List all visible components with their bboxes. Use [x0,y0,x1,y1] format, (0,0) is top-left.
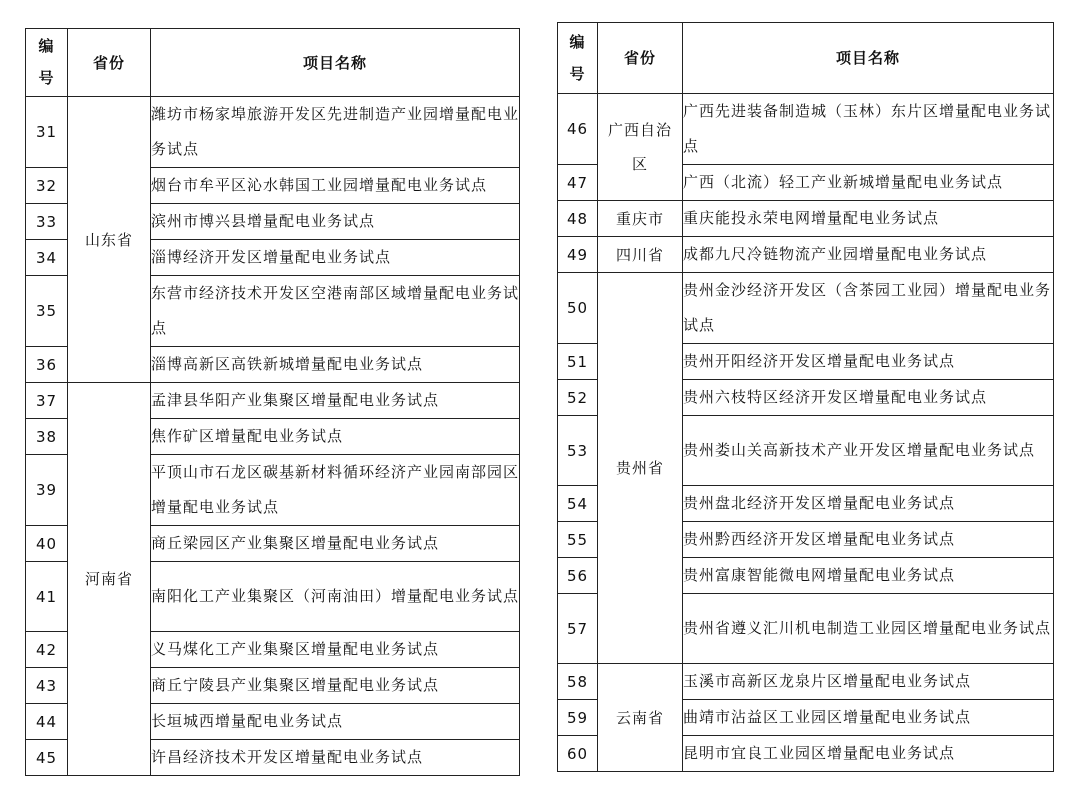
province-cell: 河南省 [68,383,151,776]
province-cell: 云南省 [598,664,683,772]
table-row: 32 烟台市牟平区沁水韩国工业园增量配电业务试点 [26,168,520,204]
header-province: 省份 [68,29,151,97]
left-project-table [25,28,520,776]
table-row: 59 曲靖市沾益区工业园区增量配电业务试点 [558,700,1054,736]
table-row: 39 平顶山市石龙区碳基新材料循环经济产业园南部园区增量配电业务试点 [26,455,520,526]
table-row: 37 河南省 孟津县华阳产业集聚区增量配电业务试点 [26,383,520,419]
table-row: 40 商丘梁园区产业集聚区增量配电业务试点 [26,526,520,562]
table-row: 56 贵州富康智能微电网增量配电业务试点 [558,558,1054,594]
province-cell: 广西自治区 [598,94,683,201]
header-number: 编号 [558,23,598,94]
table-row: 52 贵州六枝特区经济开发区增量配电业务试点 [558,380,1054,416]
table-row: 53 贵州娄山关高新技术产业开发区增量配电业务试点 [558,416,1054,486]
table-row: 50 贵州省 贵州金沙经济开发区（含茶园工业园）增量配电业务试点 [558,273,1054,344]
header-number: 编号 [26,29,68,97]
table-header-row [558,23,1054,94]
table-row: 51 贵州开阳经济开发区增量配电业务试点 [558,344,1054,380]
table-row: 42 义马煤化工产业集聚区增量配电业务试点 [26,632,520,668]
table-row: 36 淄博高新区高铁新城增量配电业务试点 [26,347,520,383]
table-row: 33 滨州市博兴县增量配电业务试点 [26,204,520,240]
table-row: 60 昆明市宜良工业园区增量配电业务试点 [558,736,1054,772]
table-row: 49 四川省 成都九尺冷链物流产业园增量配电业务试点 [558,237,1054,273]
table-row: 43 商丘宁陵县产业集聚区增量配电业务试点 [26,668,520,704]
table-row: 45 许昌经济技术开发区增量配电业务试点 [26,740,520,776]
province-cell: 贵州省 [598,273,683,664]
table-row: 46 广西自治区 广西先进装备制造城（玉林）东片区增量配电业务试点 [558,94,1054,165]
header-project: 项目名称 [683,23,1054,94]
header-province: 省份 [598,23,683,94]
table-row: 38 焦作矿区增量配电业务试点 [26,419,520,455]
table-row: 41 南阳化工产业集聚区（河南油田）增量配电业务试点 [26,562,520,632]
province-cell: 重庆市 [598,201,683,237]
table-row: 34 淄博经济开发区增量配电业务试点 [26,240,520,276]
table-row: 31 山东省 潍坊市杨家埠旅游开发区先进制造产业园增量配电业务试点 [26,97,520,168]
province-cell: 山东省 [68,97,151,383]
table-row: 44 长垣城西增量配电业务试点 [26,704,520,740]
table-header-row [26,29,520,97]
table-row: 57 贵州省遵义汇川机电制造工业园区增量配电业务试点 [558,594,1054,664]
table-row: 54 贵州盘北经济开发区增量配电业务试点 [558,486,1054,522]
header-project: 项目名称 [151,29,520,97]
table-row: 55 贵州黔西经济开发区增量配电业务试点 [558,522,1054,558]
province-cell: 四川省 [598,237,683,273]
table-row: 58 云南省 玉溪市高新区龙泉片区增量配电业务试点 [558,664,1054,700]
table-row: 47 广西（北流）轻工产业新城增量配电业务试点 [558,165,1054,201]
table-row: 48 重庆市 重庆能投永荣电网增量配电业务试点 [558,201,1054,237]
right-project-table [557,22,1054,772]
table-row: 35 东营市经济技术开发区空港南部区域增量配电业务试点 [26,276,520,347]
